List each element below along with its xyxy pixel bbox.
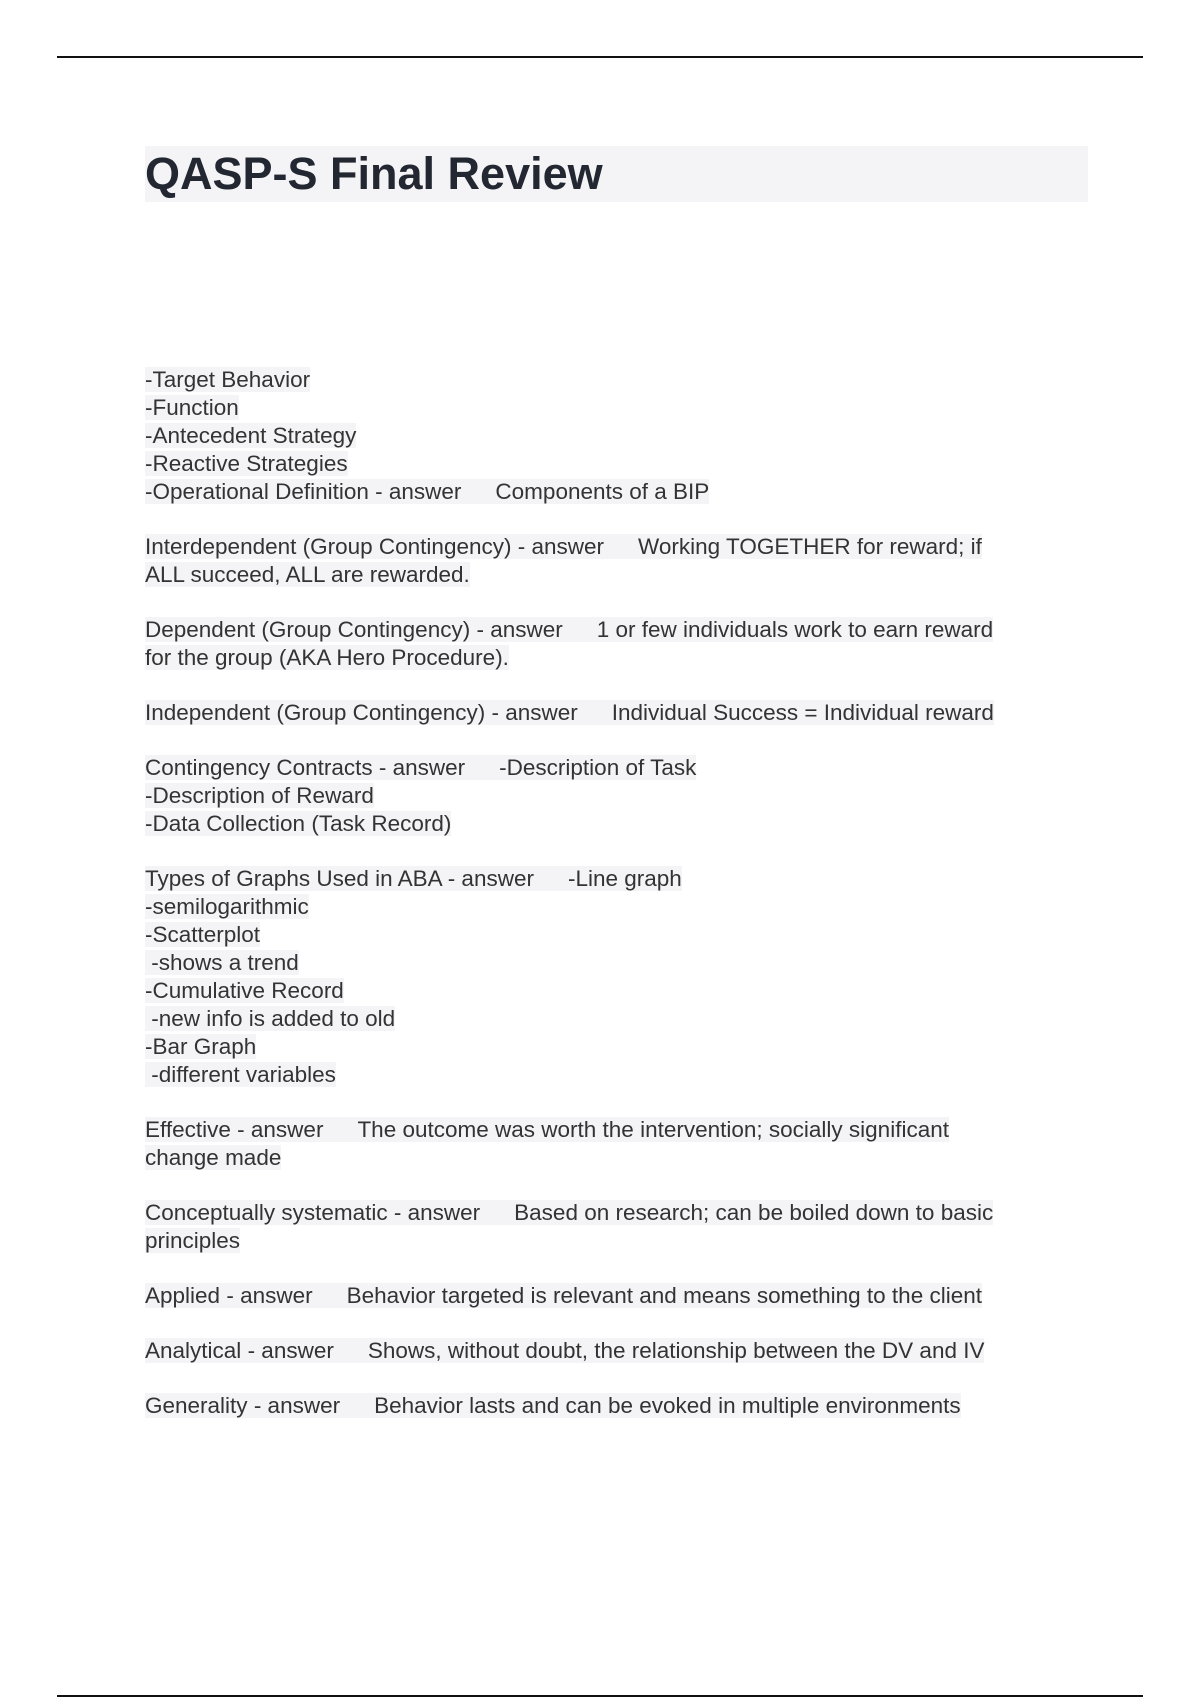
question-answer-highlight [145,534,982,559]
answer-line [145,921,1075,949]
question-text: Generality [145,1393,248,1418]
question-line [145,366,1075,394]
answer-text: Working TOGETHER for reward; if [638,534,982,559]
answer-text: Individual Success = Individual reward [611,700,994,725]
answer-text: -Description of Task [499,755,697,780]
question-answer-highlight [145,1200,993,1225]
flashcard-item [145,1282,1075,1310]
answer-line [145,810,1075,838]
question-line [145,394,1075,422]
answer-label: - answer [447,866,534,891]
flashcard-item [145,865,1075,1089]
question-answer-highlight [145,1117,949,1142]
question-answer-line [145,699,1075,727]
flashcard-item [145,366,1075,506]
answer-line [145,949,1075,977]
question-answer-line [145,1199,1075,1227]
flashcard-item [145,1116,1075,1172]
flashcard-item [145,699,1075,727]
answer-text: -Cumulative Record [145,978,344,1003]
answer-label: - answer [247,1338,334,1363]
question-answer-line [145,533,1075,561]
question-text: Independent (Group Contingency) [145,700,486,725]
bottom-divider [57,1695,1143,1697]
answer-line [145,893,1075,921]
answer-label: - answer [226,1283,313,1308]
answer-text: ALL succeed, ALL are rewarded. [145,562,470,587]
answer-text: -semilogarithmic [145,894,309,919]
answer-line [145,561,1075,589]
answer-line [145,644,1075,672]
answer-line [145,1033,1075,1061]
question-text: Analytical [145,1338,242,1363]
answer-text: Components of a BIP [495,479,710,504]
question-answer-line [145,1282,1075,1310]
answer-line [145,782,1075,810]
answer-text: 1 or few individuals work to earn reward [596,617,994,642]
answer-text: -Line graph [567,866,682,891]
question-answer-line [145,1116,1075,1144]
question-text: Types of Graphs Used in ABA [145,866,442,891]
flashcard-item [145,1199,1075,1255]
answer-text: -different variables [145,1062,336,1087]
question-answer-line [145,865,1075,893]
question-answer-highlight [145,866,682,891]
answer-text: -new info is added to old [145,1006,396,1031]
answer-label: - answer [476,617,563,642]
question-answer-highlight [145,479,709,504]
question-text: Effective [145,1117,231,1142]
page-title: QASP-S Final Review [145,148,603,199]
question-text: -Antecedent Strategy [145,423,357,448]
flashcard-item [145,754,1075,838]
answer-text: The outcome was worth the intervention; socially significant [357,1117,949,1142]
question-text: -Target Behavior [145,367,311,392]
question-text: -Function [145,395,239,420]
question-answer-line [145,754,1075,782]
answer-text: principles [145,1228,241,1253]
answer-text: -Scatterplot [145,922,261,947]
question-text: -Reactive Strategies [145,451,348,476]
answer-line [145,1005,1075,1033]
answer-label: - answer [375,479,462,504]
question-text: Dependent (Group Contingency) [145,617,471,642]
answer-text: -Bar Graph [145,1034,257,1059]
question-answer-highlight [145,1393,961,1418]
answer-text: -shows a trend [145,950,299,975]
answer-text: -Data Collection (Task Record) [145,811,452,836]
question-answer-line [145,478,1075,506]
question-answer-highlight [145,617,993,642]
answer-line [145,1227,1075,1255]
answer-line [145,1061,1075,1089]
answer-text: Behavior lasts and can be evoked in multiple environments [374,1393,961,1418]
flashcard-item [145,616,1075,672]
answer-text: Behavior targeted is relevant and means something to the client [346,1283,982,1308]
answer-text: for the group (AKA Hero Procedure). [145,645,509,670]
answer-label: - answer [491,700,578,725]
question-text: Applied [145,1283,221,1308]
question-answer-line [145,1337,1075,1365]
question-answer-line [145,1392,1075,1420]
answer-label: - answer [393,1200,481,1225]
answer-text: change made [145,1145,282,1170]
answer-line [145,1144,1075,1172]
question-text: -Operational Definition [145,479,369,504]
question-line [145,450,1075,478]
flashcard-item [145,1337,1075,1365]
question-answer-highlight [145,1283,982,1308]
top-divider [57,56,1143,58]
question-answer-highlight [145,1338,984,1363]
flashcard-item [145,1392,1075,1420]
answer-text: -Description of Reward [145,783,374,808]
answer-text: Shows, without doubt, the relationship between the DV and IV [367,1338,985,1363]
question-answer-highlight [145,755,696,780]
flashcard-item [145,533,1075,589]
answer-label: - answer [517,534,605,559]
question-text: Contingency Contracts [145,755,373,780]
question-answer-line [145,616,1075,644]
answer-text: Based on research; can be boiled down to basic [514,1200,994,1225]
question-text: Conceptually systematic [145,1200,388,1225]
answer-label: - answer [237,1117,324,1142]
question-answer-highlight [145,700,994,725]
answer-label: - answer [253,1393,341,1418]
question-line [145,422,1075,450]
question-text: Interdependent (Group Contingency) [145,534,512,559]
answer-line [145,977,1075,1005]
answer-label: - answer [378,755,466,780]
flashcard-list [145,366,1075,1447]
